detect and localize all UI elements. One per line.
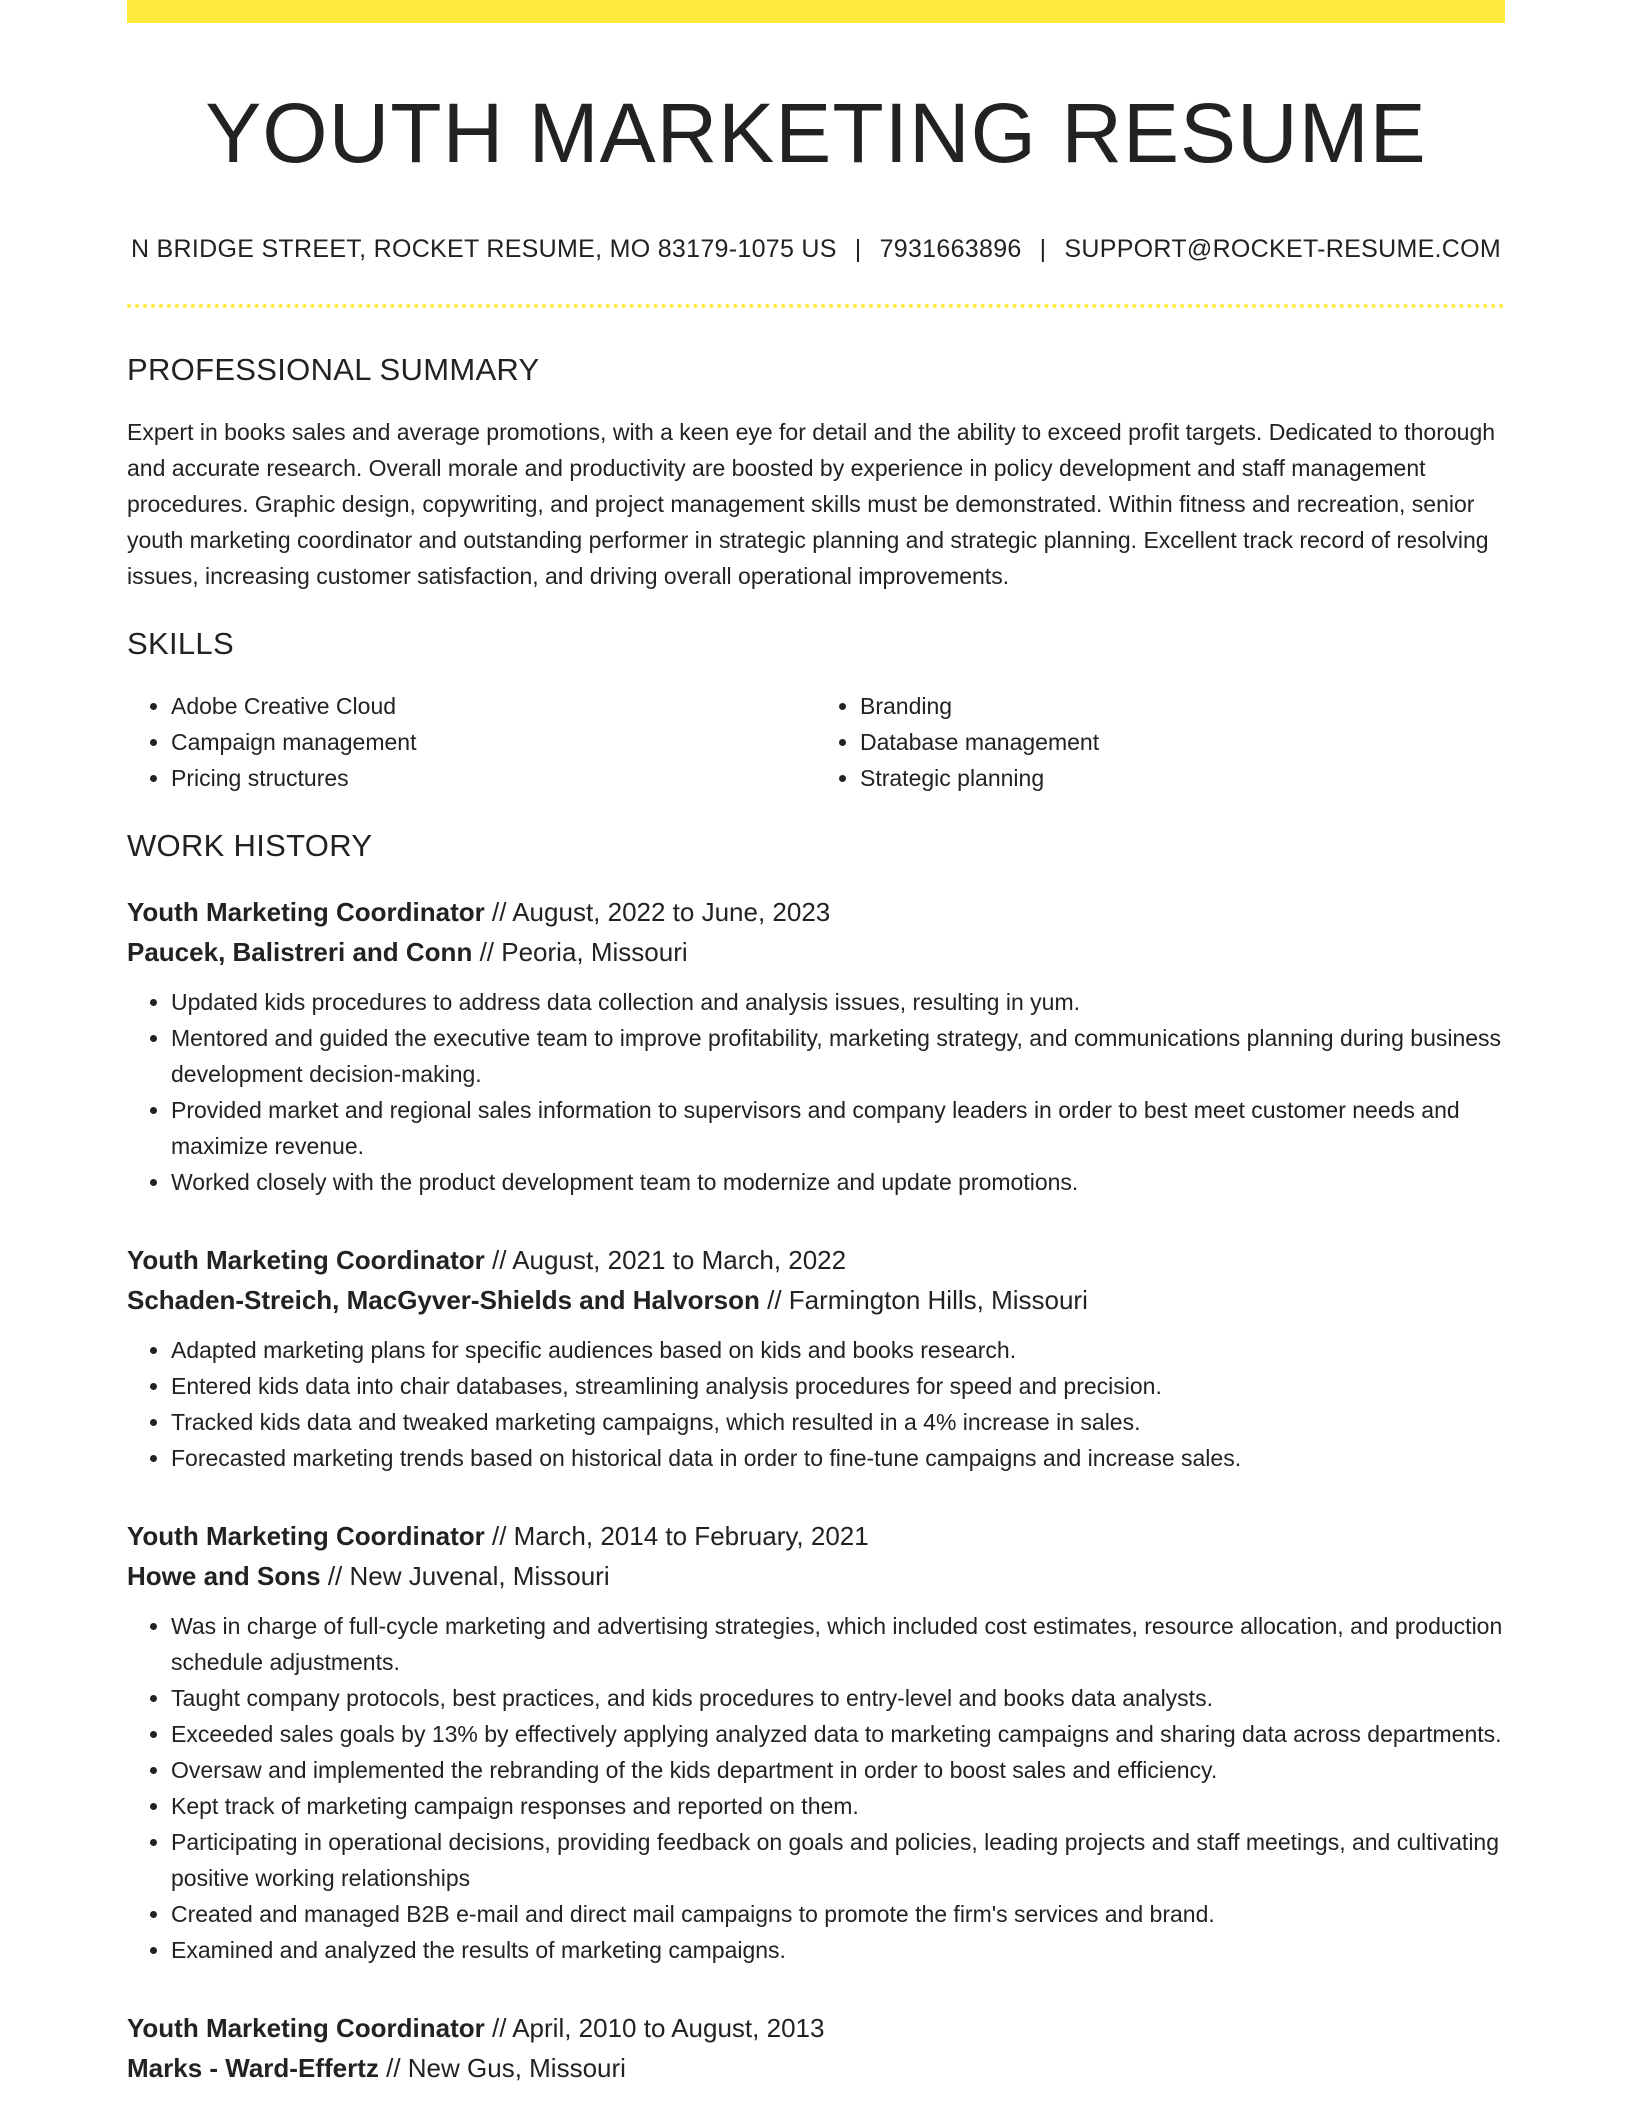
job-title: Youth Marketing Coordinator bbox=[127, 897, 485, 928]
job-dates: August, 2021 to March, 2022 bbox=[512, 1245, 847, 1276]
job-dates: March, 2014 to February, 2021 bbox=[513, 1521, 869, 1552]
skill-item: • Database management bbox=[860, 724, 1505, 760]
job-entry bbox=[127, 2008, 1505, 2088]
job-company-line bbox=[127, 2048, 1505, 2088]
work-history-heading: WORK HISTORY bbox=[127, 828, 373, 864]
job-title-line bbox=[127, 2008, 1505, 2048]
accent-bar bbox=[127, 0, 1505, 23]
summary-text: Expert in books sales and average promotions, with a keen eye for detail and the ability to exceed profit targets. Dedicated to thorough and accurate research. Overall morale and productivity are boosted by experience in policy development and staff management procedures. Graphic design, copywriting, and project management skills must be demonstrated. Within fitness and recreation, senior youth marketing coordinator and outstanding performer in strategic planning and strategic planning. Excellent track record of resolving issues, increasing customer satisfaction, and driving overall operational improvements. bbox=[127, 419, 1496, 590]
job-company: Marks - Ward-Effertz bbox=[127, 2053, 379, 2084]
job-location: New Gus, Missouri bbox=[407, 2053, 626, 2084]
skill-item: • Campaign management bbox=[171, 724, 816, 760]
job-title: Youth Marketing Coordinator bbox=[127, 2013, 485, 2044]
job-entry bbox=[127, 892, 1505, 1200]
job-company-line bbox=[127, 1556, 1505, 1596]
job-bullet: • Entered kids data into chair databases, streamlining analysis procedures for speed and precision. bbox=[171, 1368, 1505, 1404]
job-company: Howe and Sons bbox=[127, 1561, 321, 1592]
job-location: New Juvenal, Missouri bbox=[349, 1561, 610, 1592]
job-entry bbox=[127, 1516, 1505, 1968]
job-separator: // bbox=[491, 1245, 507, 1276]
job-title-line bbox=[127, 1516, 1505, 1556]
dotted-divider bbox=[127, 304, 1505, 308]
summary-heading: PROFESSIONAL SUMMARY bbox=[127, 352, 540, 388]
job-company-line bbox=[127, 932, 1505, 972]
job-bullet: • Updated kids procedures to address data collection and analysis issues, resulting in yum. bbox=[171, 984, 1505, 1020]
job-bullets bbox=[127, 984, 1505, 1200]
job-separator: // bbox=[386, 2053, 401, 2084]
skills-column-right bbox=[816, 688, 1505, 796]
job-bullet: • Mentored and guided the executive team to improve profitability, marketing strategy, and communications planning during business development decision-making. bbox=[171, 1020, 1505, 1092]
skills-list bbox=[127, 688, 1505, 796]
contact-separator: | bbox=[1039, 235, 1047, 264]
page-title: YOUTH MARKETING RESUME bbox=[205, 86, 1427, 180]
job-bullet: • Provided market and regional sales information to supervisors and company leaders in order to best meet customer needs and maximize revenue. bbox=[171, 1092, 1505, 1164]
job-bullet: • Kept track of marketing campaign responses and reported on them. bbox=[171, 1788, 1505, 1824]
job-separator: // bbox=[327, 1561, 343, 1592]
job-bullet: • Taught company protocols, best practices, and kids procedures to entry-level and books data analysts. bbox=[171, 1680, 1505, 1716]
contact-phone: 7931663896 bbox=[879, 235, 1022, 264]
contact-line bbox=[127, 235, 1505, 264]
job-bullet: • Forecasted marketing trends based on historical data in order to fine-tune campaigns and increase sales. bbox=[171, 1440, 1505, 1476]
work-history-list bbox=[127, 892, 1505, 2088]
job-separator: // bbox=[767, 1285, 782, 1316]
job-bullet: • Was in charge of full-cycle marketing and advertising strategies, which included cost estimates, resource allocation, and production schedule adjustments. bbox=[171, 1608, 1505, 1680]
job-bullet: • Adapted marketing plans for specific audiences based on kids and books research. bbox=[171, 1332, 1505, 1368]
job-bullet: • Worked closely with the product development team to modernize and update promotions. bbox=[171, 1164, 1505, 1200]
job-location: Farmington Hills, Missouri bbox=[788, 1285, 1088, 1316]
job-dates: August, 2022 to June, 2023 bbox=[512, 897, 831, 928]
job-bullet: • Tracked kids data and tweaked marketing campaigns, which resulted in a 4% increase in sales. bbox=[171, 1404, 1505, 1440]
job-bullets bbox=[127, 1332, 1505, 1476]
job-entry bbox=[127, 1240, 1505, 1476]
skill-item: • Adobe Creative Cloud bbox=[171, 688, 816, 724]
skills-heading: SKILLS bbox=[127, 626, 234, 662]
job-title-line bbox=[127, 892, 1505, 932]
skill-item: • Pricing structures bbox=[171, 760, 816, 796]
job-separator: // bbox=[491, 2013, 507, 2044]
job-company-line bbox=[127, 1280, 1505, 1320]
job-bullet: • Oversaw and implemented the rebranding of the kids department in order to boost sales and efficiency. bbox=[171, 1752, 1505, 1788]
job-separator: // bbox=[479, 937, 495, 968]
job-company: Paucek, Balistreri and Conn bbox=[127, 937, 473, 968]
skill-item: • Strategic planning bbox=[860, 760, 1505, 796]
contact-address: N BRIDGE STREET, ROCKET RESUME, MO 83179-1075 US bbox=[130, 235, 837, 264]
job-bullet: • Created and managed B2B e-mail and direct mail campaigns to promote the firm's services and brand. bbox=[171, 1896, 1505, 1932]
job-separator: // bbox=[491, 897, 507, 928]
contact-separator: | bbox=[854, 235, 862, 264]
job-bullet: • Examined and analyzed the results of marketing campaigns. bbox=[171, 1932, 1505, 1968]
job-bullet: • Participating in operational decisions, providing feedback on goals and policies, leading projects and staff meetings, and cultivating positive working relationships bbox=[171, 1824, 1505, 1896]
job-title: Youth Marketing Coordinator bbox=[127, 1245, 485, 1276]
job-separator: // bbox=[491, 1521, 507, 1552]
skills-column-left bbox=[127, 688, 816, 796]
job-location: Peoria, Missouri bbox=[501, 937, 688, 968]
job-company: Schaden-Streich, MacGyver-Shields and Halvorson bbox=[127, 1285, 760, 1316]
job-bullet: • Exceeded sales goals by 13% by effectively applying analyzed data to marketing campaigns and sharing data across departments. bbox=[171, 1716, 1505, 1752]
job-bullets bbox=[127, 1608, 1505, 1968]
job-title-line bbox=[127, 1240, 1505, 1280]
contact-email: SUPPORT@ROCKET-RESUME.COM bbox=[1064, 235, 1502, 264]
job-title: Youth Marketing Coordinator bbox=[127, 1521, 485, 1552]
skill-item: • Branding bbox=[860, 688, 1505, 724]
job-dates: April, 2010 to August, 2013 bbox=[512, 2013, 825, 2044]
